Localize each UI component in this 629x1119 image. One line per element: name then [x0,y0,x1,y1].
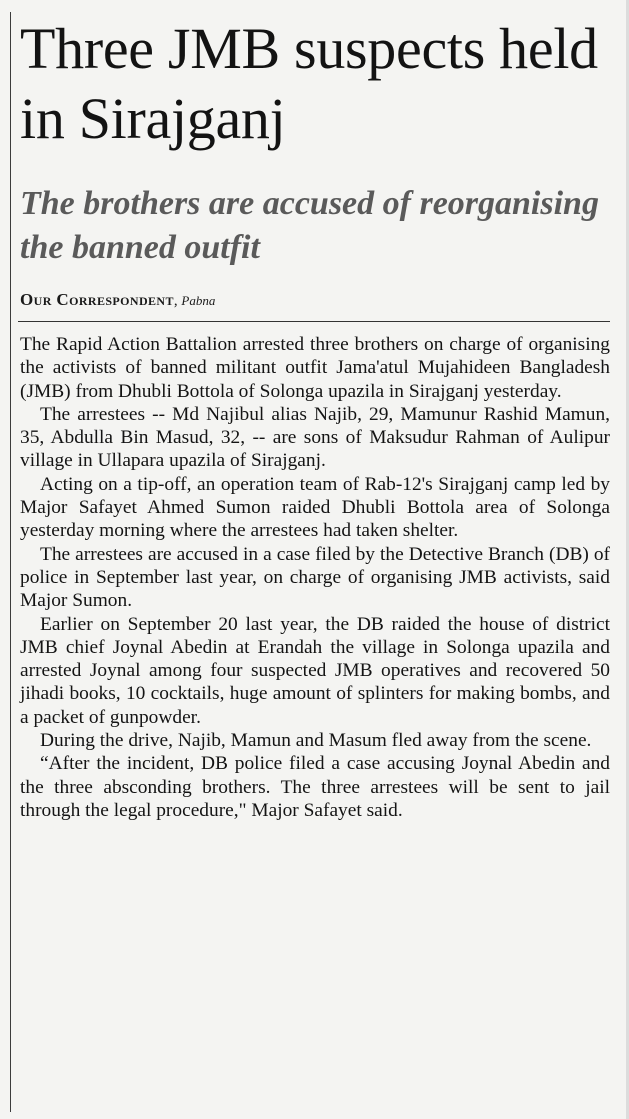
byline-location: Pabna [181,293,216,308]
byline-divider [18,321,610,322]
column-rule-left [10,12,11,1112]
paragraph-1: The Rapid Action Battalion arrested three brothers on charge of organising the activists of banned militant outfit Jama'atul Mujahideen Bangladesh (JMB) from Dhubli Bottola of Solonga upazila in Sirajganj yesterday. [20,334,610,402]
headline: Three JMB suspects held in Sirajganj [20,16,598,151]
paragraph-5: Earlier on September 20 last year, the DB raided the house of district JMB chief Joynal Abedin at Erandah the village in Solonga upazila and arrested Joynal among four suspected JMB operatives and recovered 50 jihadi books, 10 cocktails, huge amount of splinters for making bombs, and a packet of gunpowder. [20,613,610,728]
byline [20,291,620,310]
byline-separator: , [173,293,182,309]
article-body [20,333,610,822]
paragraph-6: During the drive, Najib, Mamun and Masum fled away from the scene. [40,730,592,752]
paragraph-4: The arrestees are accused in a case filed by the Detective Branch (DB) of police in September last year, on charge of organising JMB activists, said Major Sumon. [20,543,610,612]
byline-author: Our Correspondent [20,290,174,309]
paragraph-3: Acting on a tip-off, an operation team of Rab-12's Sirajganj camp led by Major Safayet Ahmed Sumon raided Dhubli Bottola area of Solonga yesterday morning where the arrestees had taken shelter. [20,473,610,542]
paragraph-7: “After the incident, DB police filed a case accusing Joynal Abedin and the three absconding brothers. The three arrestees will be sent to jail through the legal procedure," Major Safayet said. [20,753,610,821]
paragraph-2: The arrestees -- Md Najibul alias Najib, 29, Mamunur Rashid Mamun, 35, Abdulla Bin Masud, 32, -- are sons of Maksudur Rahman of Aulipur village in Ullapara upazila of Sirajganj. [20,403,610,472]
subheadline: The brothers are accused of reorganising the banned outfit [20,185,599,266]
